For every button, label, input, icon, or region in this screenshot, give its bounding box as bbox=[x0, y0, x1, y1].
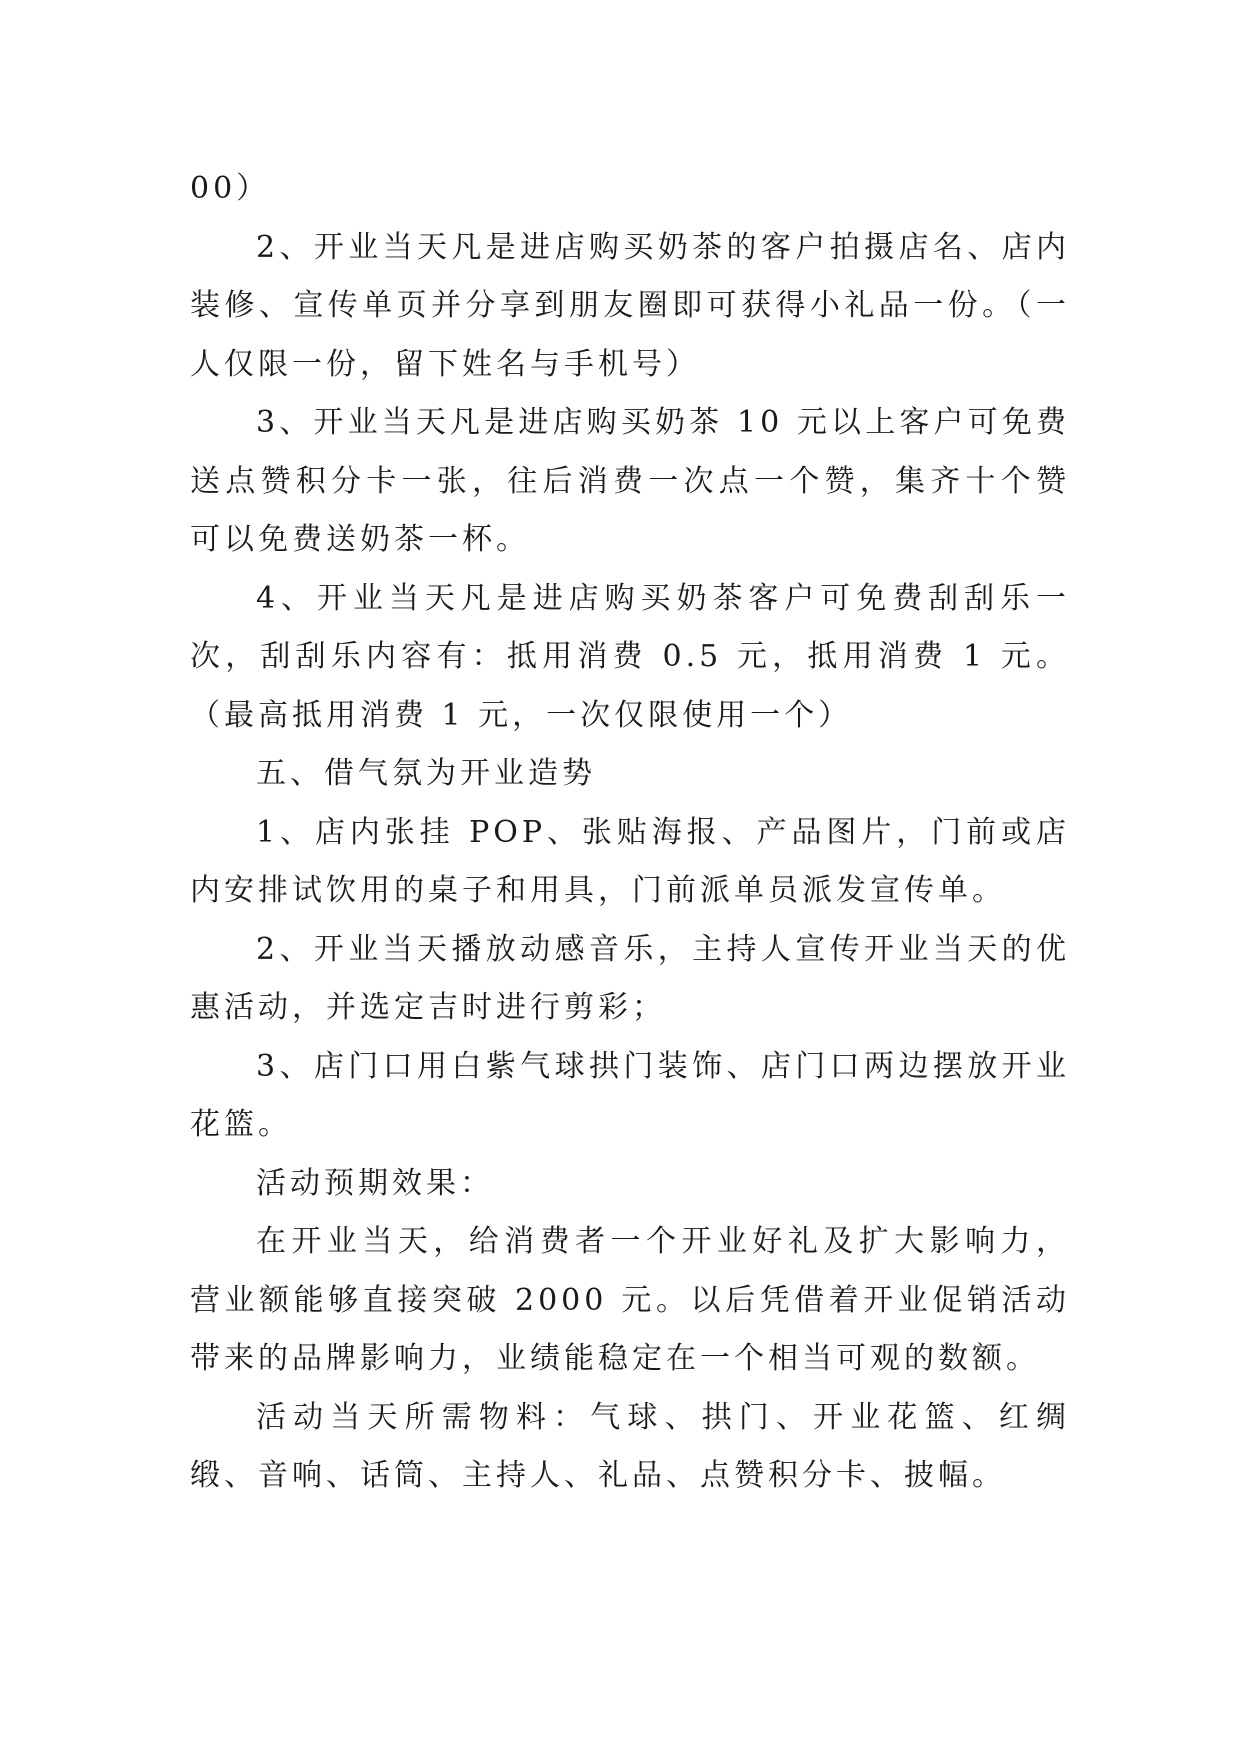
paragraph-continuation: 00） bbox=[190, 171, 271, 206]
paragraph-balloon-arch: 3、店门口用白紫气球拱门装饰、店门口两边摆放开业花篮。 bbox=[190, 1048, 1070, 1142]
paragraph-points-card: 3、开业当天凡是进店购买奶茶 10 元以上客户可免费送点赞积分卡一张，往后消费一次点一个赞，集齐十个赞可以免费送奶茶一杯。 bbox=[190, 405, 1070, 557]
paragraph-scratch-card: 4、开业当天凡是进店购买奶茶客户可免费刮刮乐一次，刮刮乐内容有：抵用消费 0.5 元，抵用消费 1 元。（最高抵用消费 1 元，一次仅限使用一个） bbox=[190, 580, 1070, 733]
paragraph-music-ribbon: 2、开业当天播放动感音乐，主持人宣传开业当天的优惠活动，并选定吉时进行剪彩； bbox=[190, 931, 1070, 1025]
heading-expected-results: 活动预期效果： bbox=[256, 1165, 494, 1201]
paragraph-materials: 活动当天所需物料：气球、拱门、开业花篮、红绸缎、音响、话筒、主持人、礼品、点赞积分卡、披幅。 bbox=[190, 1399, 1070, 1493]
document-body bbox=[190, 160, 1070, 1506]
paragraph-expected-results: 在开业当天，给消费者一个开业好礼及扩大影响力，营业额能够直接突破 2000 元。以后凭借着开业促销活动带来的品牌影响力，业绩能稳定在一个相当可观的数额。 bbox=[190, 1224, 1070, 1376]
paragraph-pop-posters: 1、店内张挂 POP、张贴海报、产品图片，门前或店内安排试饮用的桌子和用具，门前派单员派发宣传单。 bbox=[190, 814, 1070, 908]
paragraph-gift-share: 2、开业当天凡是进店购买奶茶的客户拍摄店名、店内装修、宣传单页并分享到朋友圈即可获得小礼品一份。（一人仅限一份，留下姓名与手机号） bbox=[190, 229, 1070, 382]
section-heading-atmosphere: 五、借气氛为开业造势 bbox=[256, 756, 596, 791]
